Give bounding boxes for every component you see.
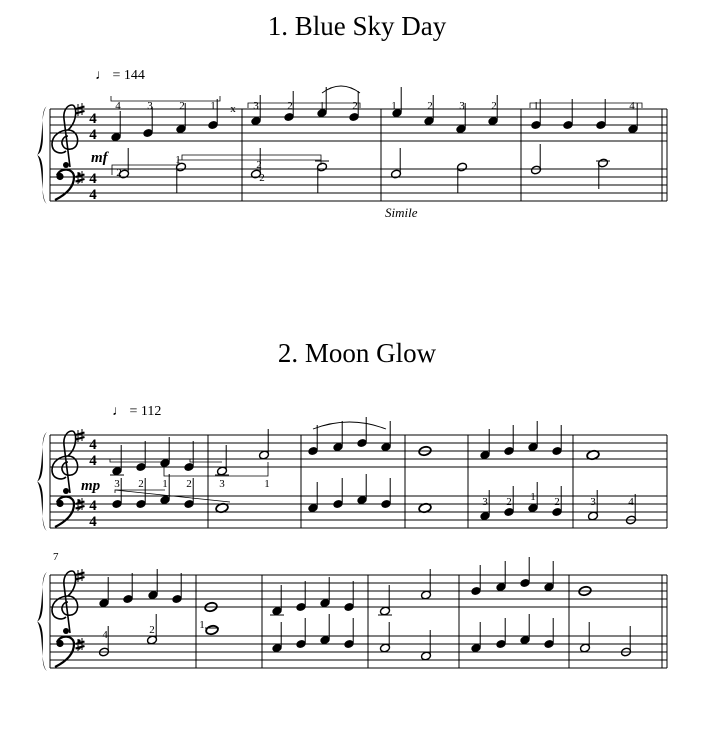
half-note xyxy=(579,622,590,653)
fingering-number: 1 xyxy=(162,478,168,490)
fingering-bracket xyxy=(248,103,360,108)
quarter-note xyxy=(135,441,146,472)
fingering-number: 3 xyxy=(147,100,153,112)
fingering-number: 3 xyxy=(459,100,465,112)
time-signature-number: 4 xyxy=(89,127,97,143)
piece-1-tempo-marking: ♩ = 144 xyxy=(95,68,145,83)
fingering-number: 4 xyxy=(102,629,108,641)
quarter-note xyxy=(380,421,391,452)
fingering-number: 2 xyxy=(138,478,144,490)
quarter-note xyxy=(271,585,282,616)
grand-staff-brace xyxy=(37,572,47,671)
fingering-number: 1 xyxy=(319,100,325,112)
quarter-note xyxy=(527,421,538,452)
fingering-number: 3 xyxy=(482,496,488,508)
quarter-note xyxy=(307,425,318,456)
fingering-number: 3 xyxy=(114,478,120,490)
half-note xyxy=(216,445,227,476)
time-signature-number: 4 xyxy=(89,453,97,469)
quarter-note xyxy=(110,111,121,142)
fingering-number: 1 xyxy=(264,478,270,490)
half-note xyxy=(316,162,327,193)
quarter-note xyxy=(332,478,343,509)
quarter-note xyxy=(543,618,554,649)
fingering-number: 4 xyxy=(628,496,634,508)
fingering-number: 2 xyxy=(287,100,293,112)
fingering-number: 2 xyxy=(352,100,358,112)
bass-staff xyxy=(50,636,667,668)
fingering-number: 3 xyxy=(253,100,259,112)
quarter-note xyxy=(319,614,330,645)
fingering-bracket xyxy=(111,96,220,101)
fingering-number: 2 xyxy=(149,624,155,636)
quarter-note xyxy=(111,445,122,476)
fingering-number: 3 xyxy=(590,496,596,508)
fingering-bracket xyxy=(182,155,321,160)
time-signature-number: 4 xyxy=(89,171,97,187)
quarter-note xyxy=(171,573,182,604)
quarter-note xyxy=(183,441,194,472)
measure-number-7: 7 xyxy=(53,551,59,563)
quarter-note xyxy=(562,99,573,130)
fingering-number: 1 xyxy=(210,100,216,112)
treble-clef xyxy=(52,431,78,494)
quarter-note xyxy=(495,561,506,592)
half-note xyxy=(456,162,467,193)
half-note xyxy=(175,162,186,193)
time-signature-number: 4 xyxy=(89,187,97,203)
time-signature-number: 4 xyxy=(89,514,97,530)
slur xyxy=(322,86,360,93)
notehead xyxy=(205,625,219,636)
quarter-note xyxy=(495,618,506,649)
quarter-note xyxy=(343,581,354,612)
quarter-note xyxy=(519,557,530,588)
fingering-number: 1 xyxy=(391,100,397,112)
quarter-note xyxy=(98,577,109,608)
treble-clef xyxy=(52,105,78,168)
quarter-note xyxy=(380,478,391,509)
grand-staff-brace xyxy=(37,432,47,531)
fingering-number: 2 xyxy=(506,496,512,508)
fingering-number: 2 xyxy=(427,100,433,112)
quarter-note xyxy=(147,569,158,600)
quarter-note xyxy=(551,425,562,456)
fingering-bracket xyxy=(112,160,321,175)
whole-note xyxy=(205,625,219,636)
piece-1-dynamic-marking: mf xyxy=(91,150,108,166)
slur xyxy=(313,422,386,429)
quarter-note xyxy=(356,417,367,448)
quarter-note xyxy=(503,425,514,456)
time-signature-number: 4 xyxy=(89,498,97,514)
fingering-number: 2 xyxy=(179,100,185,112)
fingering-number: 1 xyxy=(533,100,539,112)
time-signature-number: 4 xyxy=(89,111,97,127)
fingering-number: 4 xyxy=(115,100,121,112)
quarter-note xyxy=(332,421,343,452)
quarter-note xyxy=(519,614,530,645)
fingering-number: 1 xyxy=(175,154,181,166)
bass-staff xyxy=(50,169,667,201)
time-signature-number: 4 xyxy=(89,437,97,453)
fingering-number: 2 xyxy=(116,167,122,179)
half-note xyxy=(420,569,431,600)
fingering-number: 2 xyxy=(491,100,497,112)
quarter-note xyxy=(479,429,490,460)
half-note xyxy=(258,429,269,460)
treble-clef xyxy=(52,571,78,634)
quarter-note xyxy=(307,482,318,513)
piece-1-title: 1. Blue Sky Day xyxy=(267,11,447,41)
fingering-number: 2 xyxy=(186,478,192,490)
half-note xyxy=(420,630,431,661)
fingering-number: 4 xyxy=(629,100,635,112)
quarter-note xyxy=(543,561,554,592)
quarter-note xyxy=(595,99,606,130)
half-note xyxy=(597,158,608,189)
quarter-note xyxy=(319,577,330,608)
fingering-number: 3 xyxy=(219,478,225,490)
piece-2-dynamic-marking: mp xyxy=(81,478,101,494)
fingering-number: 1 xyxy=(530,491,536,503)
fingering-bracket xyxy=(164,462,268,476)
treble-staff xyxy=(50,575,667,607)
grand-staff-brace xyxy=(37,106,47,204)
fingering-bracket xyxy=(530,103,642,108)
fingering-number: 2 xyxy=(256,159,262,171)
piece-1-simile-marking: Simile xyxy=(385,205,418,220)
quarter-note xyxy=(159,437,170,468)
half-note xyxy=(530,144,541,175)
quarter-note xyxy=(356,474,367,505)
half-note xyxy=(379,622,390,653)
quarter-note xyxy=(122,573,133,604)
quarter-note xyxy=(470,565,481,596)
piece-2-tempo-marking: ♩ = 112 xyxy=(112,404,162,419)
half-note xyxy=(379,585,390,616)
quarter-note xyxy=(470,622,481,653)
fingering-number: 1 xyxy=(199,619,205,631)
half-note xyxy=(390,148,401,179)
quarter-note xyxy=(271,622,282,653)
quarter-note xyxy=(295,618,306,649)
fingering-number: x xyxy=(230,103,236,115)
fingering-number: 2 xyxy=(259,172,265,184)
piece-2-title: 2. Moon Glow xyxy=(277,338,437,368)
quarter-note xyxy=(295,581,306,612)
fingering-number: 2 xyxy=(554,496,560,508)
quarter-note xyxy=(343,618,354,649)
